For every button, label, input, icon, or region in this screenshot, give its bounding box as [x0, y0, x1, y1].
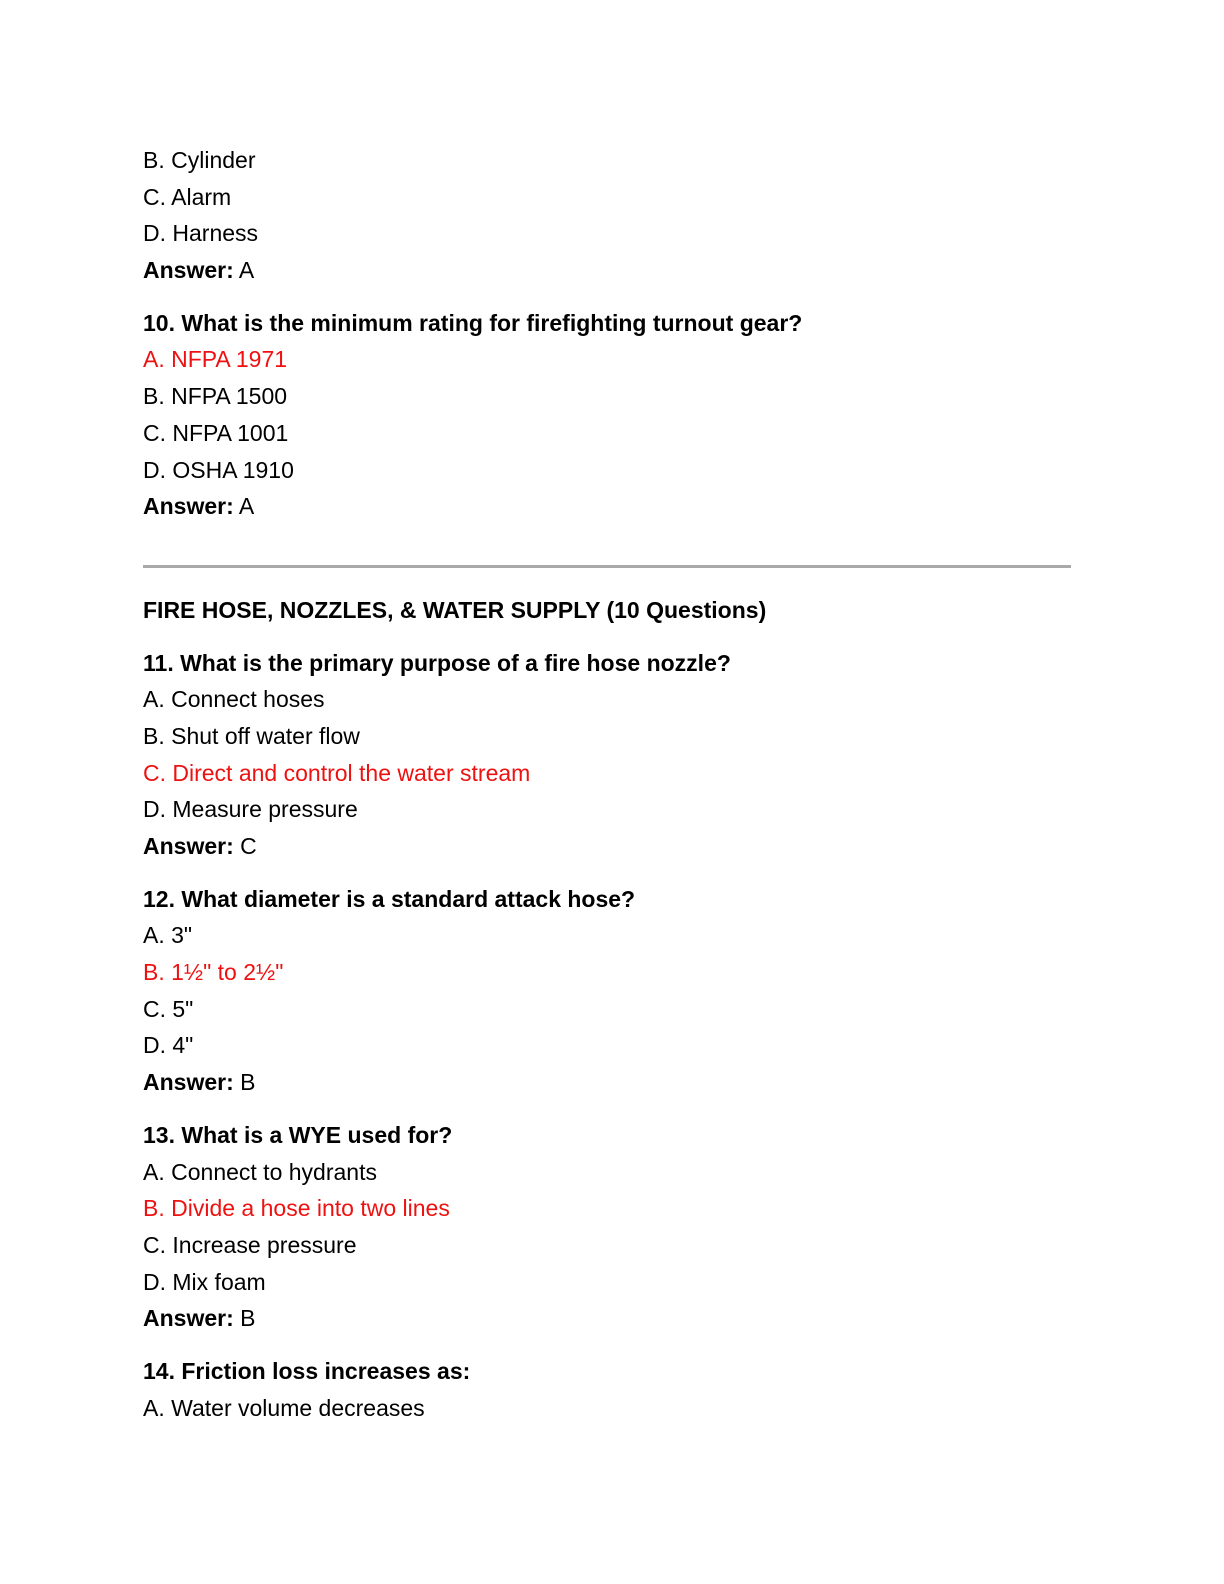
option-b: B. Cylinder: [143, 147, 256, 173]
section-divider: [143, 565, 1071, 568]
answer-label: Answer:: [143, 1305, 234, 1332]
question-9-continued: [143, 142, 1073, 289]
question-11: [143, 645, 1073, 865]
answer-line: [143, 488, 1073, 525]
answer-label: Answer:: [143, 833, 234, 859]
answer-value: C: [233, 833, 257, 859]
question-13: [143, 1117, 1073, 1337]
question-12: [143, 881, 1073, 1101]
question-text: 12. What diameter is a standard attack hose?: [143, 885, 636, 912]
answer-value: A: [233, 493, 255, 520]
answer-line: [143, 828, 1073, 865]
answer-label: Answer:: [143, 493, 234, 520]
option-c: C. 5": [143, 995, 194, 1022]
option-d: D. Measure pressure: [143, 796, 358, 823]
answer-line: [143, 1300, 1073, 1337]
option-a-correct: A. NFPA 1971: [143, 346, 288, 373]
option-c-correct: C. Direct and control the water stream: [143, 759, 531, 786]
answer-value: B: [233, 1069, 256, 1096]
option-d: D. 4": [143, 1032, 194, 1059]
option-c: C. Increase pressure: [143, 1231, 357, 1258]
section-title: FIRE HOSE, NOZZLES, & WATER SUPPLY (10 Questions): [143, 596, 767, 623]
option-d: D. Mix foam: [143, 1268, 266, 1295]
answer-label: Answer:: [143, 257, 234, 284]
option-b-correct: B. Divide a hose into two lines: [143, 1195, 450, 1222]
answer-label: Answer:: [143, 1069, 234, 1096]
option-b: B. Shut off water flow: [143, 722, 360, 749]
answer-value: B: [233, 1305, 256, 1332]
option-d: D. OSHA 1910: [143, 456, 294, 483]
option-a: A. Connect hoses: [143, 686, 325, 713]
option-d: D. Harness: [143, 220, 259, 247]
answer-line: [143, 1064, 1073, 1101]
option-a: A. 3": [143, 922, 193, 949]
answer-value: A: [233, 257, 255, 284]
option-c: C. Alarm: [143, 183, 232, 210]
question-14: [143, 1353, 1073, 1426]
question-text: 13. What is a WYE used for?: [143, 1121, 453, 1148]
question-text: 10. What is the minimum rating for firefighting turnout gear?: [143, 309, 803, 336]
option-a: A. Connect to hydrants: [143, 1158, 377, 1185]
option-a: A. Water volume decreases: [143, 1394, 425, 1421]
document-page: [143, 142, 1073, 1426]
option-c: C. NFPA 1001: [143, 419, 289, 446]
option-b: B. NFPA 1500: [143, 383, 288, 410]
question-10: [143, 305, 1073, 525]
question-text: 11. What is the primary purpose of a fire hose nozzle?: [143, 649, 731, 676]
option-b-correct: B. 1½" to 2½": [143, 959, 284, 986]
answer-line: [143, 252, 1073, 289]
question-text: 14. Friction loss increases as:: [143, 1357, 471, 1384]
